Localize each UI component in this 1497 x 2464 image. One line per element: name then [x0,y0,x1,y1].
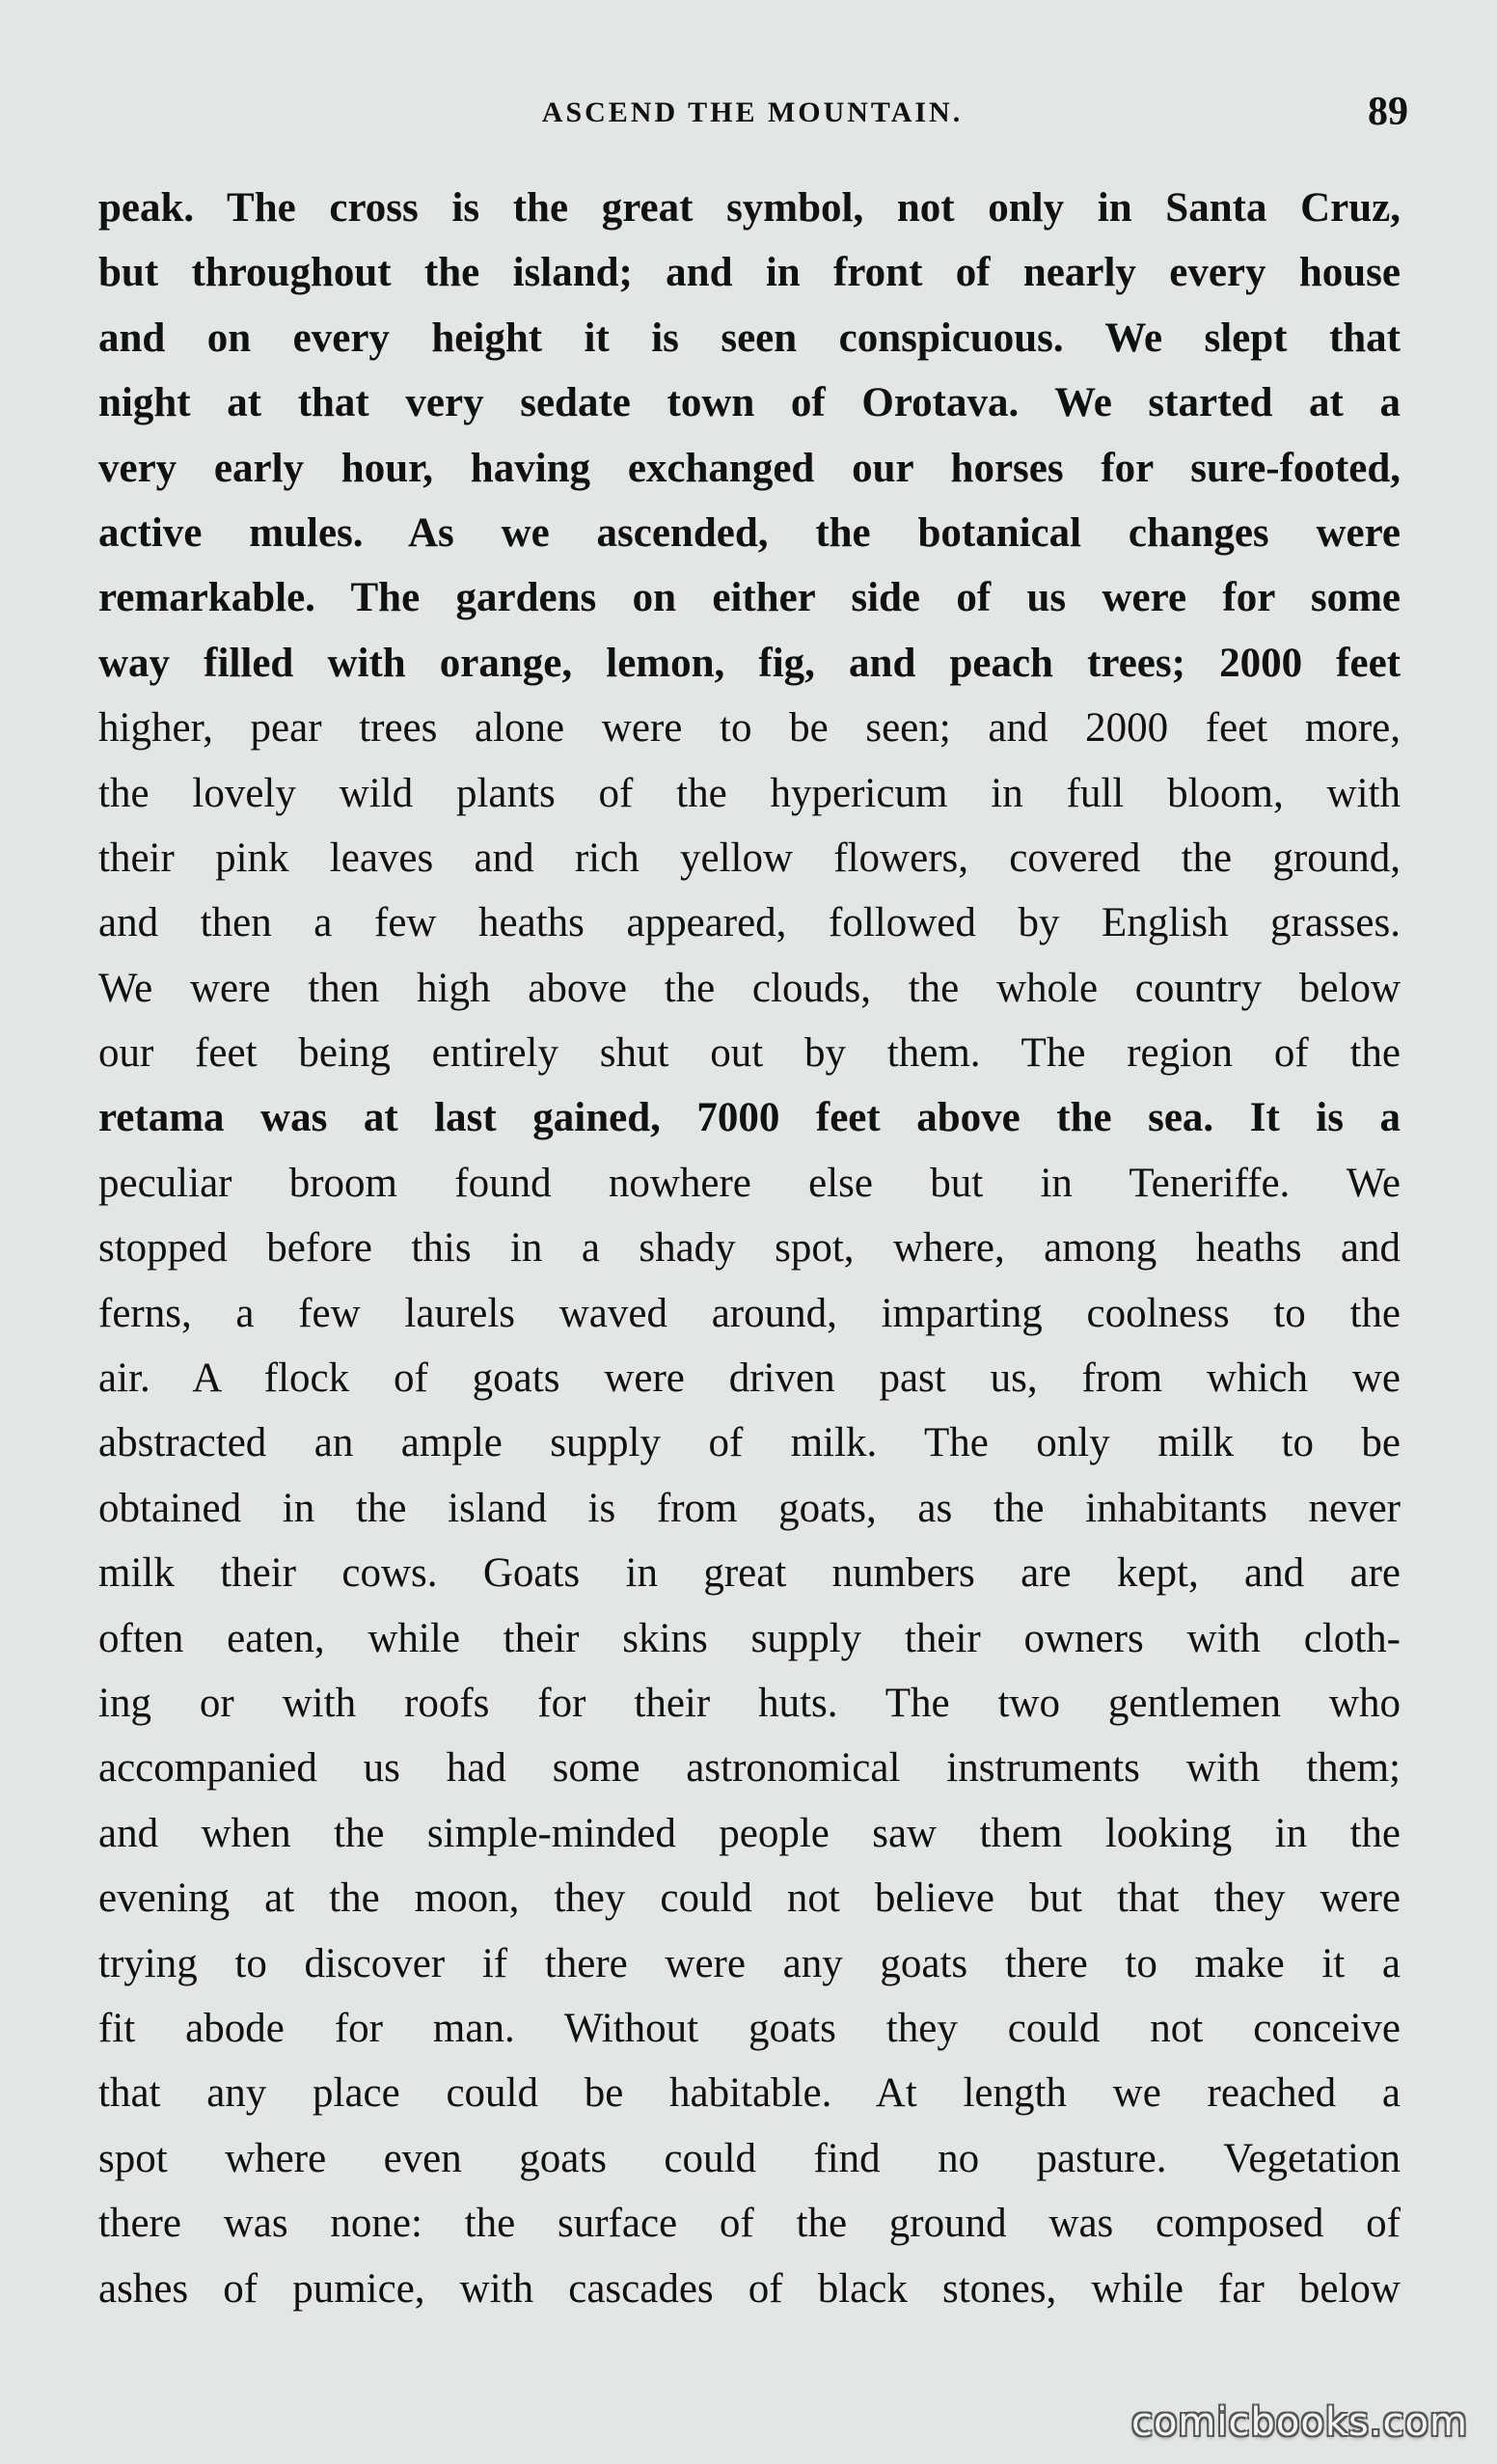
text-line: very early hour, having exchanged our horses for sure-footed, [98,445,1401,491]
text-line: air. A flock of goats were driven past us, from which we [98,1355,1401,1402]
text-line: and then a few heaths appeared, followed by English grasses. [98,900,1401,946]
text-line: our feet being entirely shut out by them. The region of the [98,1030,1401,1077]
text-line: stopped before this in a shady spot, where, among heaths and [98,1225,1401,1272]
text-line: peak. The cross is the great symbol, not only in Santa Cruz, [98,185,1401,231]
body-text [98,176,1401,2337]
text-line: spot where even goats could find no pasture. Vegetation [98,2135,1401,2181]
text-line: higher, pear trees alone were to be seen; and 2000 feet more, [98,705,1401,752]
watermark: comicbooks.com [1130,2400,1468,2445]
page-header [96,89,1408,143]
text-line: peculiar broom found nowhere else but in Teneriffe. We [98,1160,1401,1206]
page-number: 89 [1368,90,1408,134]
text-line: and when the simple-minded people saw them looking in the [98,1810,1401,1856]
text-line: ashes of pumice, with cascades of black stones, while far below [98,2265,1401,2312]
text-line: and on every height it is seen conspicuous. We slept that [98,315,1401,361]
text-line: evening at the moon, they could not believe but that they were [98,1875,1401,1922]
text-line: fit abode for man. Without goats they could not conceive [98,2005,1401,2051]
text-line: active mules. As we ascended, the botanical changes were [98,509,1401,556]
text-line: accompanied us had some astronomical instruments with them; [98,1745,1401,1792]
text-line: ferns, a few laurels waved around, imparting coolness to the [98,1290,1401,1336]
text-line: milk their cows. Goats in great numbers are kept, and are [98,1550,1401,1597]
text-line: their pink leaves and rich yellow flowers, covered the ground, [98,835,1401,881]
text-line: the lovely wild plants of the hypericum in full bloom, with [98,770,1401,816]
text-line: that any place could be habitable. At length we reached a [98,2070,1401,2117]
text-line: remarkable. The gardens on either side of us were for some [98,575,1401,621]
text-line: retama was at last gained, 7000 feet above the sea. It is a [98,1095,1401,1141]
text-line: abstracted an ample supply of milk. The only milk to be [98,1420,1401,1466]
text-line: often eaten, while their skins supply their owners with cloth- [98,1615,1401,1661]
text-line: but throughout the island; and in front of nearly every house [98,250,1401,296]
text-line: trying to discover if there were any goats there to make it a [98,1940,1401,1986]
text-line: night at that very sedate town of Orotava. We started at a [98,380,1401,426]
text-line: ing or with roofs for their huts. The two gentlemen who [98,1680,1401,1726]
text-line: obtained in the island is from goats, as the inhabitants never [98,1485,1401,1531]
running-head: ASCEND THE MOUNTAIN. [541,96,964,128]
text-line: there was none: the surface of the ground was composed of [98,2201,1401,2247]
text-line: way filled with orange, lemon, fig, and peach trees; 2000 feet [98,640,1401,686]
text-line: We were then high above the clouds, the whole country below [98,965,1401,1011]
